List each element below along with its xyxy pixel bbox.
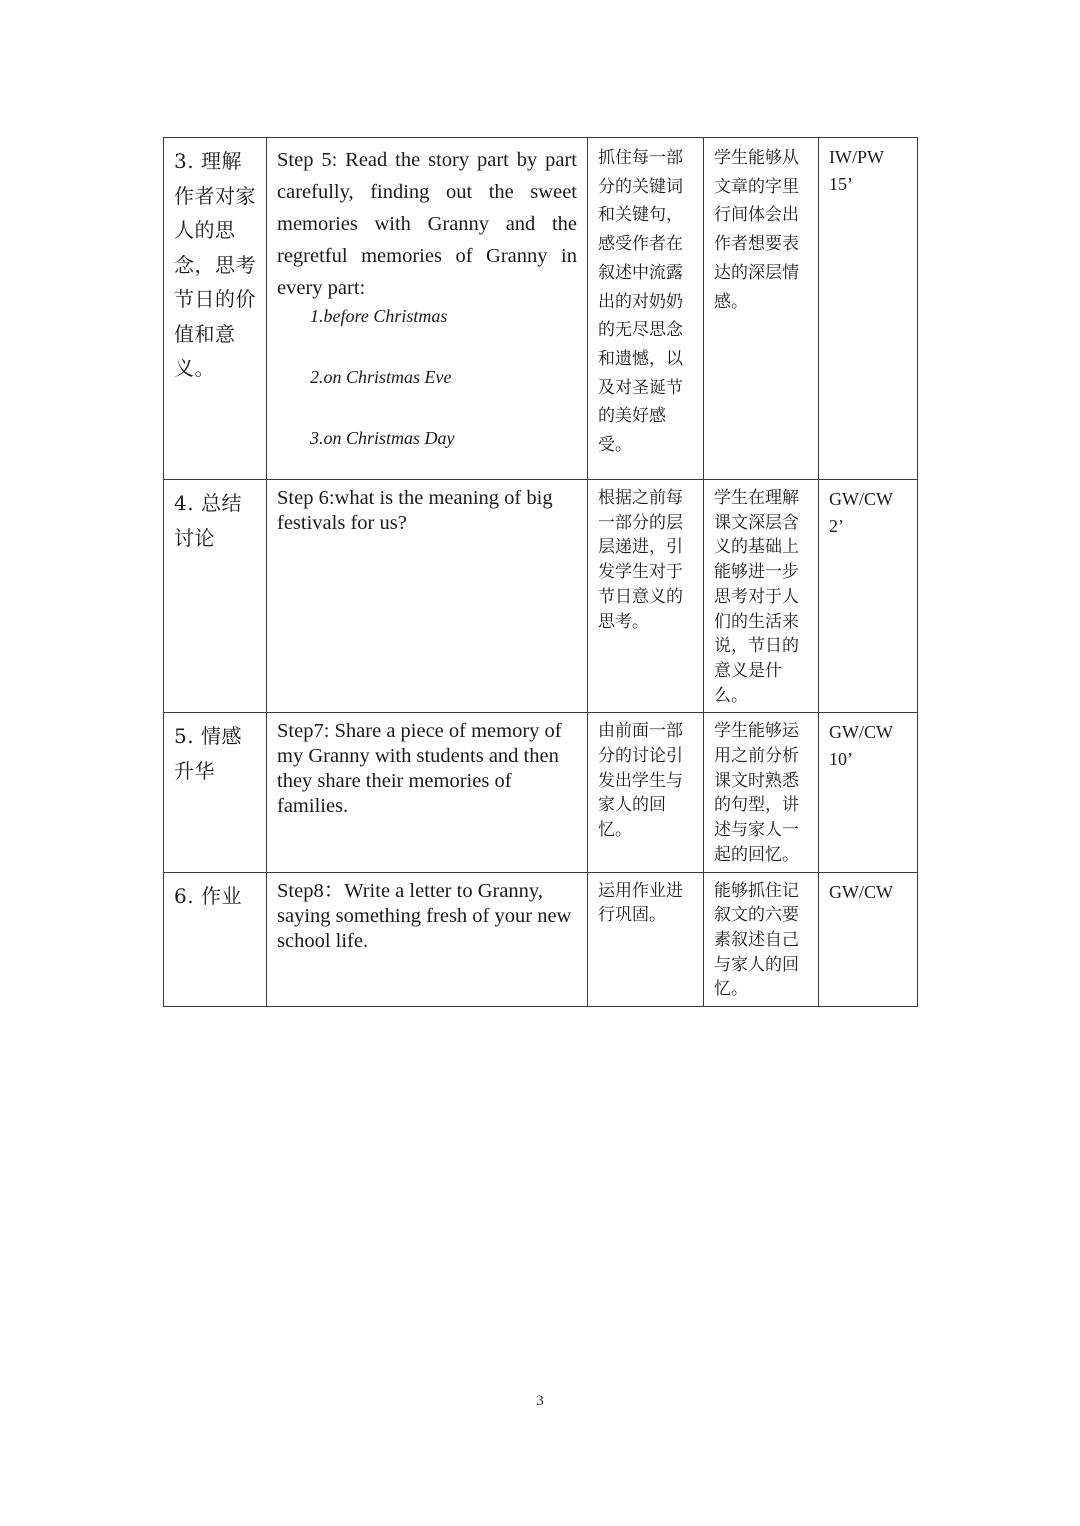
table-row <box>164 480 918 713</box>
effect-text: 学生能够从文章的字里行间体会出作者想要表达的深层情感。 <box>714 148 799 312</box>
stage-cell <box>164 872 267 1007</box>
purpose-text: 运用作业进行巩固。 <box>598 880 683 926</box>
mode-text <box>829 879 907 906</box>
mode-cell <box>819 713 918 872</box>
time-allotted: 15’ <box>829 174 853 194</box>
effect-cell <box>704 872 819 1007</box>
effect-cell <box>704 713 819 872</box>
step-cell <box>267 713 588 872</box>
stage-cell <box>164 138 267 480</box>
stage-text: 5. 情感升华 <box>174 724 242 783</box>
effect-text: 学生在理解课文深层含义的基础上能够进一步思考对于人们的生活来说，节日的意义是什么。 <box>714 488 799 706</box>
step-cell <box>267 480 588 713</box>
stage-text: 6. 作业 <box>174 883 242 908</box>
table-row <box>164 713 918 872</box>
step-subitem: 2.on Christmas Eve <box>310 367 452 387</box>
step-cell <box>267 138 588 480</box>
interaction-mode: IW/PW <box>829 147 884 167</box>
purpose-text: 抓住每一部分的关键词和关键句，感受作者在叙述中流露出的对奶奶的无尽思念和遗憾，以及对圣诞节的美好感受。 <box>598 148 683 456</box>
step-text: Step 5: Read the story part by part carefully, finding out the sweet memories with Granny and the regretful memories of Granny in every part: <box>277 149 577 299</box>
purpose-cell <box>588 713 704 872</box>
step-text: Step7: Share a piece of memory of my Granny with students and then they share their memories of families. <box>277 720 562 818</box>
step-text: Step8：Write a letter to Granny, saying something fresh of your new school life. <box>277 879 572 952</box>
stage-cell <box>164 713 267 872</box>
mode-text <box>829 719 907 773</box>
table-row <box>164 872 918 1007</box>
mode-text <box>829 486 907 540</box>
interaction-mode: GW/CW <box>829 722 893 743</box>
effect-cell <box>704 480 819 713</box>
effect-text: 学生能够运用之前分析课文时熟悉的句型，讲述与家人一起的回忆。 <box>714 721 799 865</box>
purpose-cell <box>588 872 704 1007</box>
purpose-text: 根据之前每一部分的层层递进，引发学生对于节日意义的思考。 <box>598 488 683 632</box>
mode-text <box>829 144 907 198</box>
purpose-cell <box>588 138 704 480</box>
purpose-text: 由前面一部分的讨论引发出学生与家人的回忆。 <box>598 721 683 841</box>
mode-cell <box>819 138 918 480</box>
interaction-mode: GW/CW <box>829 489 893 509</box>
interaction-mode: GW/CW <box>829 881 893 902</box>
step-subitem: 3.on Christmas Day <box>310 428 455 448</box>
mode-cell <box>819 480 918 713</box>
time-allotted: 2’ <box>829 516 844 536</box>
step-text: Step 6:what is the meaning of big festivals for us? <box>277 487 553 534</box>
step-subitem: 1.before Christmas <box>310 306 448 326</box>
page-number: 3 <box>536 1393 544 1409</box>
stage-text: 4. 总结讨论 <box>174 491 242 550</box>
time-allotted: 10’ <box>829 749 853 770</box>
stage-text: 3. 理解作者对家人的思念，思考节日的价值和意义。 <box>174 149 256 380</box>
effect-text: 能够抓住记叙文的六要素叙述自己与家人的回忆。 <box>714 880 799 1000</box>
step-cell <box>267 872 588 1007</box>
effect-cell <box>704 138 819 480</box>
lesson-plan-table <box>163 137 918 1007</box>
table-row <box>164 138 918 480</box>
mode-cell <box>819 872 918 1007</box>
purpose-cell <box>588 480 704 713</box>
stage-cell <box>164 480 267 713</box>
